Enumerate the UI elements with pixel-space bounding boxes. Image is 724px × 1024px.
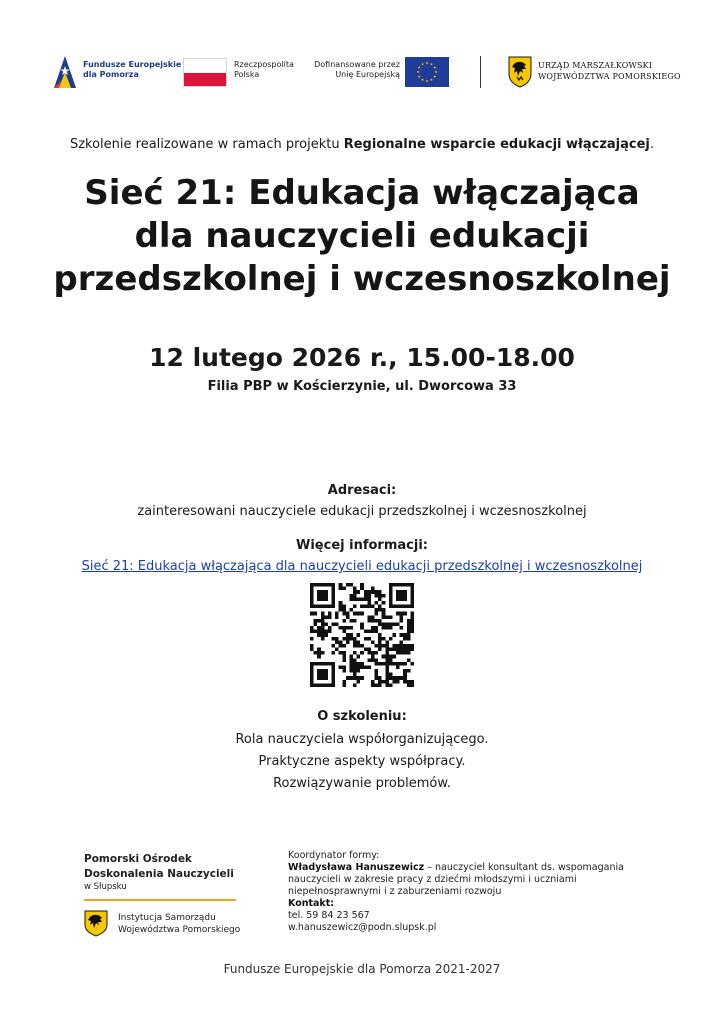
eu-star-icon (426, 80, 429, 83)
fundusze-europejskie-logo-icon (52, 54, 78, 90)
contact-phone: tel. 59 84 23 567 (288, 910, 370, 921)
podn-line2: Doskonalenia Nauczycieli (84, 868, 234, 880)
project-name: Regionalne wsparcie edukacji włączającej (343, 137, 650, 152)
coordinator-block (288, 850, 658, 934)
ue-label-line2: Unię Europejską (335, 70, 400, 79)
is-line2: Województwa Pomorskiego (118, 925, 241, 935)
logo-divider (480, 56, 481, 88)
coordinator-desc-3: niepełnosprawnymi i z zaburzeniami rozwoju (288, 886, 502, 897)
more-info-heading: Więcej informacji: (296, 538, 428, 553)
eu-star-icon (421, 63, 424, 66)
eu-star-icon (418, 75, 421, 78)
eu-star-icon (426, 62, 429, 65)
fe-label-line2: dla Pomorza (83, 70, 139, 79)
rp-label-line1: Rzeczpospolita (234, 60, 294, 69)
eu-star-icon (430, 63, 433, 66)
qr-code-icon[interactable] (310, 583, 414, 687)
um-label-line1: URZĄD MARSZAŁKOWSKI (538, 61, 653, 70)
instytucja-samorzadu-label (118, 912, 240, 936)
rzeczpospolita-label (234, 60, 294, 80)
um-label-line2: WOJEWÓDZTWA POMORSKIEGO (538, 72, 681, 81)
coordinator-desc-2: nauczycieli w zakresie pracy z dziećmi młodszymi i uczniami (288, 874, 577, 885)
funding-footer: Fundusze Europejskie dla Pomorza 2021-2027 (223, 962, 501, 976)
is-line1: Instytucja Samorządu (118, 913, 216, 923)
rp-label-line2: Polska (234, 70, 260, 79)
podn-logo-text (84, 852, 234, 882)
coordinator-desc-1: – nauczyciel konsultant ds. wspomagania (424, 862, 624, 873)
eu-star-icon (418, 66, 421, 69)
intro-suffix: . (649, 137, 655, 152)
title-line3: przedszkolnej i wczesnoszkolnej (53, 259, 671, 299)
pomorskie-crest-icon (508, 56, 532, 88)
polish-flag-icon (183, 58, 227, 87)
fe-label-line1: Fundusze Europejskie (83, 60, 182, 69)
about-item: Praktyczne aspekty współpracy. (258, 754, 466, 769)
event-venue: Filia PBP w Kościerzynie, ul. Dworcowa 33 (207, 379, 517, 394)
eu-star-icon (421, 78, 424, 81)
event-date: 12 lutego 2026 r., 15.00-18.00 (149, 343, 575, 372)
project-intro (0, 136, 724, 154)
podn-city: w Słupsku (84, 882, 127, 892)
eu-star-icon (435, 71, 438, 74)
more-info-link[interactable]: Sieć 21: Edukacja włączająca dla nauczycieli edukacji przedszkolnej i wczesnoszkolnej (81, 559, 643, 574)
intro-prefix: Szkolenie realizowane w ramach projektu (69, 137, 344, 152)
about-heading: O szkoleniu: (317, 709, 407, 724)
coordinator-label: Koordynator formy: (288, 850, 380, 861)
contact-label: Kontakt: (288, 898, 335, 909)
podn-orange-rule (84, 899, 236, 901)
ue-label-line1: Dofinansowane przez (314, 60, 400, 69)
page-title (0, 172, 724, 301)
recipients-heading: Adresaci: (327, 483, 397, 498)
about-item: Rozwiązywanie problemów. (273, 776, 451, 791)
recipients-text: zainteresowani nauczyciele edukacji przedszkolnej i wczesnoszkolnej (137, 504, 587, 519)
contact-email[interactable]: w.hanuszewicz@podn.slupsk.pl (288, 922, 437, 933)
eu-funding-label (309, 60, 400, 80)
podn-line1: Pomorski Ośrodek (84, 853, 192, 865)
eu-star-icon (417, 71, 420, 74)
eu-star-icon (433, 75, 436, 78)
fundusze-europejskie-label (83, 60, 181, 80)
coordinator-name: Władysława Hanuszewicz (288, 862, 425, 873)
about-item: Rola nauczyciela współorganizującego. (235, 732, 489, 747)
title-line1: Sieć 21: Edukacja włączająca (84, 173, 640, 213)
urzad-marszalkowski-label (538, 60, 681, 82)
eu-flag-icon (405, 57, 449, 87)
eu-star-icon (433, 66, 436, 69)
title-line2: dla nauczycieli edukacji (134, 216, 590, 256)
eu-star-icon (430, 78, 433, 81)
pomorskie-crest-small-icon (84, 910, 108, 937)
